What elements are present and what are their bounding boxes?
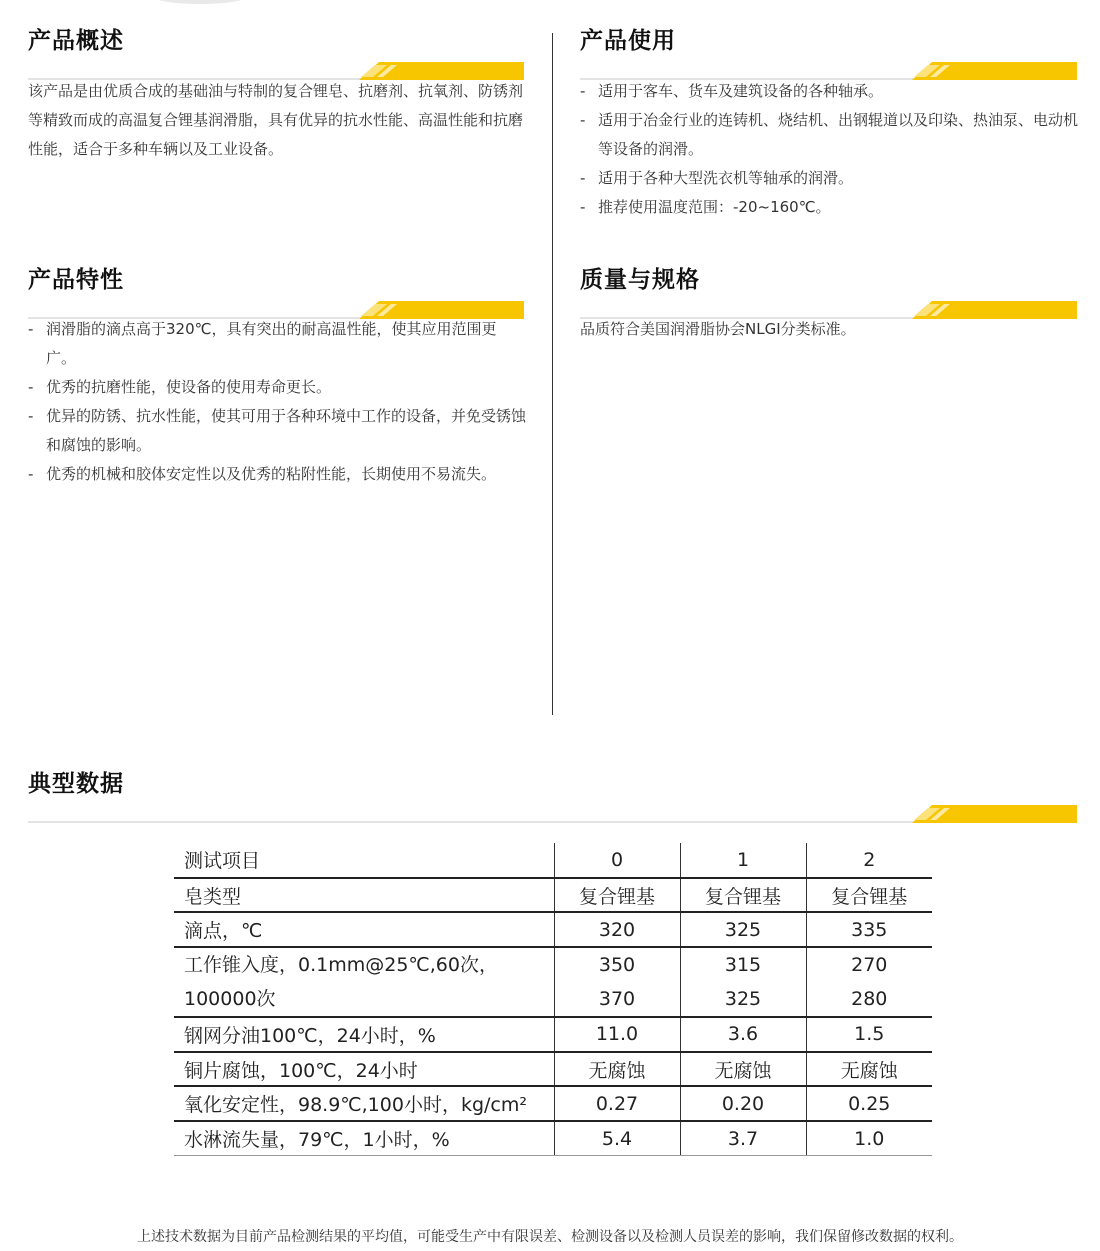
typical-data-table	[174, 843, 932, 1156]
list-item-text: 适用于客车、货车及建筑设备的各种轴承。	[598, 82, 884, 100]
row-label	[174, 947, 554, 1017]
quality-title: 质量与规格	[580, 267, 700, 293]
table-row	[174, 912, 932, 947]
row-value: 1.5	[806, 1017, 932, 1052]
row-label: 钢网分油100℃，24小时，%	[174, 1017, 554, 1052]
list-item-text: 适用于冶金行业的连铸机、烧结机、出钢辊道以及印染、热油泵、电动机等设备的润滑。	[598, 111, 1079, 158]
table-row	[174, 1052, 932, 1087]
list-item: - 优秀的机械和胶体安定性以及优秀的粘附性能，长期使用不易流失。	[28, 465, 497, 483]
row-value: 复合锂基	[806, 878, 932, 913]
row-value: 无腐蚀	[554, 1052, 680, 1087]
row-value: 5.4	[554, 1121, 680, 1156]
list-item: - 推荐使用温度范围：-20~160℃。	[580, 198, 831, 216]
row-value-line: 280	[851, 988, 888, 1011]
row-value-line: 315	[724, 954, 762, 977]
row-value: 0.20	[680, 1086, 806, 1121]
typical-title: 典型数据	[28, 771, 124, 797]
header-cell: 0	[554, 843, 680, 878]
list-item-text: 优秀的抗磨性能，使设备的使用寿命更长。	[46, 378, 332, 396]
row-value: 复合锂基	[680, 878, 806, 913]
row-value	[554, 947, 680, 1017]
table-header-row	[174, 843, 932, 878]
overview-header	[28, 24, 524, 64]
list-item-text: 优秀的机械和胶体安定性以及优秀的粘附性能，长期使用不易流失。	[46, 465, 497, 483]
usage-title: 产品使用	[580, 28, 676, 54]
yellow-stripe-bar	[912, 805, 1077, 823]
list-item: - 适用于客车、货车及建筑设备的各种轴承。	[580, 82, 884, 100]
overview-text: 该产品是由优质合成的基础油与特制的复合锂皂、抗磨剂、抗氧剂、防锈剂等精致而成的高温复合锂基润滑脂，具有优异的抗水性能、高温性能和抗磨性能，适合于多种车辆以及工业设备。	[28, 82, 524, 158]
row-value: 3.7	[680, 1121, 806, 1156]
row-value: 复合锂基	[554, 878, 680, 913]
quality-header	[580, 263, 1077, 303]
row-value-line: 270	[851, 954, 888, 977]
row-label: 氧化安定性，98.9℃,100小时，kg/cm²	[174, 1086, 554, 1121]
row-value: 320	[554, 912, 680, 947]
row-value: 11.0	[554, 1017, 680, 1052]
table-row	[174, 947, 932, 1017]
list-item: - 适用于各种大型洗衣机等轴承的润滑。	[580, 169, 854, 187]
row-value: 无腐蚀	[680, 1052, 806, 1087]
features-title: 产品特性	[28, 267, 124, 293]
row-value	[680, 947, 806, 1017]
row-value: 0.27	[554, 1086, 680, 1121]
list-item-text: 润滑脂的滴点高于320℃，具有突出的耐高温性能，使其应用范围更广。	[46, 320, 497, 367]
table-row	[174, 1017, 932, 1052]
row-value: 335	[806, 912, 932, 947]
row-label: 皂类型	[174, 878, 554, 913]
features-section	[28, 263, 527, 483]
row-value: 1.0	[806, 1121, 932, 1156]
row-value-line: 350	[598, 954, 636, 977]
list-item: - 润滑脂的滴点高于320℃，具有突出的耐高温性能，使其应用范围更广。	[28, 320, 497, 367]
row-value	[806, 947, 932, 1017]
features-list	[28, 315, 526, 489]
row-label-line: 工作锥入度，0.1mm@25℃,60次，	[184, 954, 498, 977]
table-row	[174, 1086, 932, 1121]
table-row	[174, 878, 932, 913]
overview-section	[28, 24, 524, 158]
list-item-text: 推荐使用温度范围：-20~160℃。	[598, 198, 831, 216]
features-header	[28, 263, 524, 303]
header-cell: 1	[680, 843, 806, 878]
quality-section	[580, 263, 1077, 338]
list-item: - 优异的防锈、抗水性能，使其可用于各种环境中工作的设备，并免受锈蚀和腐蚀的影响。	[28, 407, 527, 454]
typical-header	[28, 767, 1077, 807]
row-value-line: 370	[598, 988, 636, 1011]
row-label: 铜片腐蚀，100℃，24小时	[174, 1052, 554, 1087]
table-row	[174, 1121, 932, 1156]
row-value: 无腐蚀	[806, 1052, 932, 1087]
footnote: 上述技术数据为目前产品检测结果的平均值，可能受生产中有限误差、检测设备以及检测人员误差的影响，我们保留修改数据的权利。	[137, 1229, 963, 1245]
row-value: 325	[680, 912, 806, 947]
row-label-line: 100000次	[184, 988, 276, 1011]
usage-list	[580, 77, 1078, 222]
header-cell: 2	[806, 843, 932, 878]
usage-section	[580, 24, 1079, 216]
row-label: 滴点，℃	[174, 912, 554, 947]
overview-title: 产品概述	[28, 28, 124, 54]
list-item-text: 适用于各种大型洗衣机等轴承的润滑。	[598, 169, 854, 187]
header-cell: 测试项目	[184, 850, 261, 873]
row-value: 0.25	[806, 1086, 932, 1121]
list-item: - 适用于冶金行业的连铸机、烧结机、出钢辊道以及印染、热油泵、电动机等设备的润滑。	[580, 111, 1079, 158]
column-divider	[552, 33, 553, 715]
list-item-text: 优异的防锈、抗水性能，使其可用于各种环境中工作的设备，并免受锈蚀和腐蚀的影响。	[46, 407, 527, 454]
row-value-line: 325	[724, 988, 762, 1011]
usage-header	[580, 24, 1077, 64]
typical-section	[28, 767, 1077, 807]
quality-text: 品质符合美国润滑脂协会NLGI分类标准。	[580, 320, 856, 338]
row-label: 水淋流失量，79℃，1小时，%	[174, 1121, 554, 1156]
row-value: 3.6	[680, 1017, 806, 1052]
decorative-arc	[150, 0, 250, 4]
list-item: - 优秀的抗磨性能，使设备的使用寿命更长。	[28, 378, 332, 396]
